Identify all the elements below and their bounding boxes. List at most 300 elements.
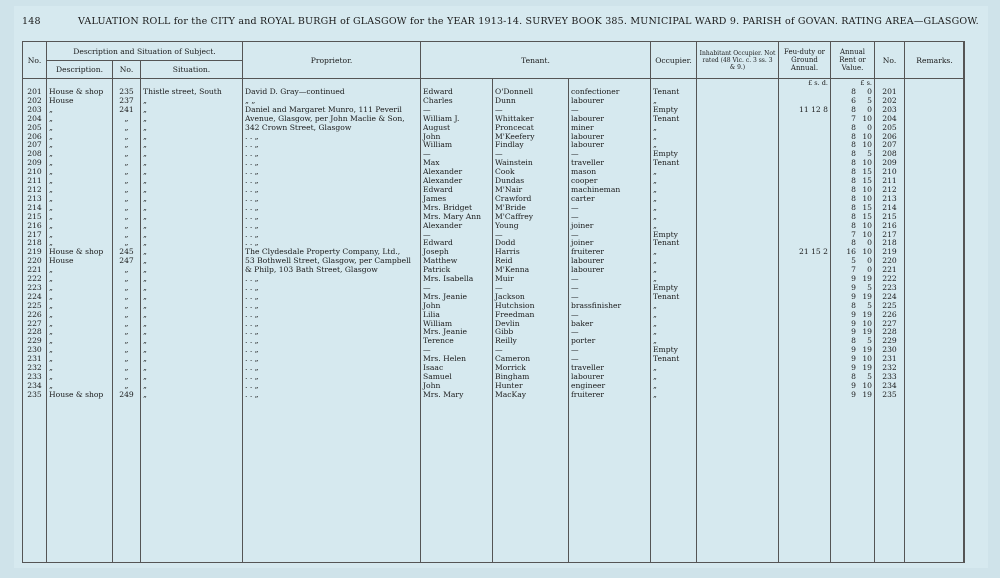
- row-situation: „: [141, 168, 243, 177]
- row-annual-value: [831, 97, 875, 106]
- row-feu-duty: [779, 382, 831, 391]
- row-proprietor: The Clydesdale Property Company, Ltd.,: [243, 248, 421, 257]
- row-annual-value: [831, 355, 875, 364]
- row-tenant-occupation: labourer: [569, 133, 651, 142]
- row-occupier: „: [651, 177, 697, 186]
- col-feu-duty: Feu-duty or Ground Annual.: [779, 42, 831, 79]
- row-tenant-surname: Young: [493, 222, 569, 231]
- row-annual-shillings: 10: [862, 185, 872, 194]
- row-no: 229: [23, 337, 47, 346]
- row-feu-duty: [779, 266, 831, 275]
- row-tenant-surname: Harris: [493, 248, 569, 257]
- row-proprietor: . . „: [243, 177, 421, 186]
- row-annual-value: [831, 115, 875, 124]
- row-description: „: [47, 124, 113, 133]
- row-sub-no: „: [113, 382, 141, 391]
- row-feu-duty: [779, 159, 831, 168]
- col-proprietor: Proprietor.: [243, 42, 421, 79]
- row-inhabitant: [697, 133, 779, 142]
- row-no-right: 216: [875, 222, 905, 231]
- row-remarks: [905, 88, 965, 97]
- row-no: 235: [23, 391, 47, 400]
- row-annual-value: [831, 106, 875, 115]
- row-tenant-occupation: engineer: [569, 382, 651, 391]
- row-annual-value: [831, 320, 875, 329]
- row-situation: „: [141, 177, 243, 186]
- row-tenant-occupation: —: [569, 106, 651, 115]
- row-situation: „: [141, 320, 243, 329]
- row-annual-pounds: 8: [851, 105, 856, 114]
- row-proprietor: David D. Gray—continued: [243, 88, 421, 97]
- table-row: [23, 204, 965, 213]
- row-annual-shillings: 10: [862, 381, 872, 390]
- row-annual-value: [831, 150, 875, 159]
- row-occupier: „: [651, 133, 697, 142]
- row-situation: „: [141, 97, 243, 106]
- row-occupier: „: [651, 311, 697, 320]
- row-feu-duty: [779, 124, 831, 133]
- row-remarks: [905, 320, 965, 329]
- row-feu-duty: [779, 257, 831, 266]
- row-remarks: [905, 133, 965, 142]
- row-occupier: „: [651, 337, 697, 346]
- row-description: House & shop: [47, 248, 113, 257]
- row-remarks: [905, 106, 965, 115]
- row-annual-value: [831, 391, 875, 400]
- row-feu-duty: [779, 168, 831, 177]
- row-feu-duty: [779, 213, 831, 222]
- row-tenant-first: Alexander: [421, 177, 493, 186]
- row-tenant-occupation: —: [569, 293, 651, 302]
- row-annual-value: [831, 373, 875, 382]
- row-no: 213: [23, 195, 47, 204]
- row-tenant-first: —: [421, 150, 493, 159]
- row-situation: „: [141, 328, 243, 337]
- col-no: No.: [23, 42, 47, 79]
- col-inhabitant: Inhabitant Occupier. Not rated (48 Vic. c. 3 ss. 3 & 9.): [697, 42, 779, 79]
- row-annual-shillings: 15: [862, 203, 872, 212]
- row-annual-value: [831, 239, 875, 248]
- row-annual-shillings: 19: [862, 275, 872, 284]
- row-inhabitant: [697, 239, 779, 248]
- row-description: „: [47, 266, 113, 275]
- row-annual-value: [831, 186, 875, 195]
- table-row: [23, 275, 965, 284]
- row-tenant-surname: Gibb: [493, 328, 569, 337]
- row-tenant-surname: M'Nair: [493, 186, 569, 195]
- row-no: 210: [23, 168, 47, 177]
- row-no: 225: [23, 302, 47, 311]
- row-feu-duty: [779, 222, 831, 231]
- row-sub-no: „: [113, 195, 141, 204]
- row-annual-pounds: 9: [851, 328, 856, 337]
- row-no: 219: [23, 248, 47, 257]
- row-annual-pounds: 9: [851, 319, 856, 328]
- row-situation: „: [141, 186, 243, 195]
- row-annual-shillings: 10: [862, 248, 872, 257]
- row-no: 202: [23, 97, 47, 106]
- row-inhabitant: [697, 231, 779, 240]
- col-situation: Situation.: [141, 61, 243, 79]
- row-annual-shillings: 19: [862, 346, 872, 355]
- row-annual-pounds: 9: [851, 292, 856, 301]
- row-tenant-surname: Dunn: [493, 97, 569, 106]
- col-description: Description.: [47, 61, 113, 79]
- row-annual-value: [831, 213, 875, 222]
- row-no: 230: [23, 346, 47, 355]
- row-no-right: 224: [875, 293, 905, 302]
- row-tenant-occupation: cooper: [569, 177, 651, 186]
- row-annual-shillings: 5: [867, 283, 872, 292]
- row-sub-no: 241: [113, 106, 141, 115]
- row-proprietor: . . „: [243, 302, 421, 311]
- row-tenant-first: Mrs. Isabella: [421, 275, 493, 284]
- row-annual-shillings: 10: [862, 194, 872, 203]
- row-occupier: Empty: [651, 346, 697, 355]
- row-tenant-occupation: labourer: [569, 141, 651, 150]
- row-situation: „: [141, 106, 243, 115]
- row-tenant-first: Matthew: [421, 257, 493, 266]
- row-remarks: [905, 222, 965, 231]
- row-annual-pounds: 8: [851, 373, 856, 381]
- row-tenant-surname: Cameron: [493, 355, 569, 364]
- row-proprietor: . . „: [243, 275, 421, 284]
- table-row: [23, 382, 965, 391]
- row-proprietor: Avenue, Glasgow, per John Maclie & Son,: [243, 115, 421, 124]
- row-inhabitant: [697, 213, 779, 222]
- row-tenant-first: John: [421, 133, 493, 142]
- row-proprietor: 342 Crown Street, Glasgow: [243, 124, 421, 133]
- table-row: [23, 248, 965, 257]
- row-annual-value: [831, 275, 875, 284]
- table-row: [23, 88, 965, 97]
- row-inhabitant: [697, 186, 779, 195]
- row-tenant-first: Edward: [421, 88, 493, 97]
- row-remarks: [905, 204, 965, 213]
- row-tenant-surname: Freedman: [493, 311, 569, 320]
- row-annual-shillings: 10: [862, 355, 872, 364]
- row-no-right: 225: [875, 302, 905, 311]
- row-annual-value: [831, 346, 875, 355]
- row-description: „: [47, 355, 113, 364]
- row-annual-value: [831, 204, 875, 213]
- row-description: House: [47, 257, 113, 266]
- row-sub-no: „: [113, 293, 141, 302]
- row-tenant-first: —: [421, 346, 493, 355]
- row-tenant-surname: Wainstein: [493, 159, 569, 168]
- row-tenant-surname: Dundas: [493, 177, 569, 186]
- row-annual-shillings: 15: [862, 177, 872, 186]
- table-row: [23, 355, 965, 364]
- row-no-right: 206: [875, 133, 905, 142]
- row-no-right: 212: [875, 186, 905, 195]
- row-annual-shillings: 10: [862, 230, 872, 239]
- row-sub-no: „: [113, 328, 141, 337]
- row-no-right: 232: [875, 364, 905, 373]
- row-description: House & shop: [47, 391, 113, 400]
- row-sub-no: „: [113, 168, 141, 177]
- col-tenant: Tenant.: [421, 42, 651, 79]
- row-annual-shillings: 19: [862, 390, 872, 399]
- row-sub-no: „: [113, 337, 141, 346]
- row-remarks: [905, 328, 965, 337]
- row-occupier: „: [651, 168, 697, 177]
- row-tenant-surname: —: [493, 106, 569, 115]
- row-no-right: 209: [875, 159, 905, 168]
- row-tenant-surname: Dodd: [493, 239, 569, 248]
- row-proprietor: . . „: [243, 364, 421, 373]
- table-row: [23, 257, 965, 266]
- row-description: „: [47, 231, 113, 240]
- table-row: [23, 346, 965, 355]
- row-tenant-occupation: confectioner: [569, 88, 651, 97]
- row-tenant-occupation: —: [569, 355, 651, 364]
- row-remarks: [905, 248, 965, 257]
- row-tenant-surname: M'Bride: [493, 204, 569, 213]
- row-inhabitant: [697, 275, 779, 284]
- row-no-right: 201: [875, 88, 905, 97]
- row-situation: „: [141, 346, 243, 355]
- row-tenant-surname: O'Donnell: [493, 88, 569, 97]
- table-row: [23, 302, 965, 311]
- row-proprietor: . . „: [243, 159, 421, 168]
- row-situation: „: [141, 382, 243, 391]
- row-description: House & shop: [47, 88, 113, 97]
- row-inhabitant: [697, 204, 779, 213]
- row-situation: „: [141, 302, 243, 311]
- row-annual-pounds: 9: [851, 310, 856, 319]
- table-filler: [23, 400, 965, 563]
- row-tenant-first: William: [421, 320, 493, 329]
- row-no-right: 235: [875, 391, 905, 400]
- row-occupier: „: [651, 382, 697, 391]
- row-no-right: 230: [875, 346, 905, 355]
- row-sub-no: „: [113, 213, 141, 222]
- table-row: [23, 266, 965, 275]
- row-proprietor: . . „: [243, 239, 421, 248]
- row-no: 221: [23, 266, 47, 275]
- row-no: 218: [23, 239, 47, 248]
- row-annual-value: [831, 195, 875, 204]
- row-situation: „: [141, 213, 243, 222]
- row-no-right: 208: [875, 150, 905, 159]
- row-no: 220: [23, 257, 47, 266]
- row-tenant-surname: M'Kenna: [493, 266, 569, 275]
- row-occupier: Tenant: [651, 159, 697, 168]
- row-feu-duty: [779, 231, 831, 240]
- row-tenant-surname: Hunter: [493, 382, 569, 391]
- row-no: 217: [23, 231, 47, 240]
- row-proprietor: . . „: [243, 337, 421, 346]
- row-no-right: 211: [875, 177, 905, 186]
- row-annual-shillings: 10: [862, 319, 872, 328]
- row-feu-duty: 21 15 2: [779, 248, 831, 257]
- row-inhabitant: [697, 293, 779, 302]
- row-feu-duty: [779, 141, 831, 150]
- row-situation: „: [141, 257, 243, 266]
- row-occupier: Empty: [651, 231, 697, 240]
- row-feu-duty: [779, 195, 831, 204]
- row-occupier: „: [651, 186, 697, 195]
- row-sub-no: „: [113, 239, 141, 248]
- row-description: „: [47, 320, 113, 329]
- table-row: [23, 133, 965, 142]
- row-proprietor: . . „: [243, 195, 421, 204]
- row-feu-duty: [779, 150, 831, 159]
- row-description: „: [47, 337, 113, 346]
- row-sub-no: 247: [113, 257, 141, 266]
- row-annual-shillings: 0: [867, 257, 872, 266]
- col-sub-no: No.: [113, 61, 141, 79]
- row-annual-value: [831, 222, 875, 231]
- row-no-right: 220: [875, 257, 905, 266]
- row-occupier: „: [651, 275, 697, 284]
- col-annual-value: Annual Rent or Value.: [831, 42, 875, 79]
- row-situation: „: [141, 133, 243, 142]
- row-no: 223: [23, 284, 47, 293]
- row-occupier: „: [651, 328, 697, 337]
- row-tenant-surname: Findlay: [493, 141, 569, 150]
- row-inhabitant: [697, 88, 779, 97]
- row-sub-no: „: [113, 231, 141, 240]
- row-description: „: [47, 133, 113, 142]
- row-annual-shillings: 5: [867, 96, 872, 105]
- row-tenant-first: James: [421, 195, 493, 204]
- row-tenant-surname: —: [493, 231, 569, 240]
- row-annual-pounds: 8: [851, 212, 856, 221]
- row-description: „: [47, 141, 113, 150]
- table-row: [23, 239, 965, 248]
- row-tenant-occupation: fruiterer: [569, 248, 651, 257]
- row-tenant-surname: Whittaker: [493, 115, 569, 124]
- row-tenant-surname: Muir: [493, 275, 569, 284]
- row-sub-no: „: [113, 320, 141, 329]
- table-row: [23, 124, 965, 133]
- row-no: 208: [23, 150, 47, 159]
- row-annual-pounds: 8: [851, 88, 856, 96]
- row-tenant-occupation: joiner: [569, 239, 651, 248]
- row-occupier: „: [651, 97, 697, 106]
- table-row: [23, 373, 965, 382]
- row-no-right: 219: [875, 248, 905, 257]
- row-tenant-occupation: —: [569, 284, 651, 293]
- row-inhabitant: [697, 382, 779, 391]
- row-feu-duty: [779, 391, 831, 400]
- row-annual-pounds: 6: [851, 96, 856, 105]
- row-inhabitant: [697, 159, 779, 168]
- row-tenant-first: Mrs. Mary Ann: [421, 213, 493, 222]
- row-tenant-first: —: [421, 284, 493, 293]
- row-proprietor: Daniel and Margaret Munro, 111 Peveril: [243, 106, 421, 115]
- row-tenant-occupation: labourer: [569, 266, 651, 275]
- row-description: „: [47, 177, 113, 186]
- row-remarks: [905, 213, 965, 222]
- row-annual-pounds: 8: [851, 203, 856, 212]
- page-number: 148: [22, 16, 41, 27]
- row-no-right: 205: [875, 124, 905, 133]
- row-no: 209: [23, 159, 47, 168]
- row-annual-value: [831, 88, 875, 97]
- row-inhabitant: [697, 177, 779, 186]
- row-tenant-occupation: —: [569, 204, 651, 213]
- row-situation: „: [141, 141, 243, 150]
- row-annual-pounds: 9: [851, 364, 856, 373]
- row-annual-shillings: 15: [862, 168, 872, 177]
- row-inhabitant: [697, 302, 779, 311]
- row-sub-no: 245: [113, 248, 141, 257]
- row-feu-duty: [779, 373, 831, 382]
- row-annual-shillings: 10: [862, 132, 872, 141]
- valuation-table: [22, 41, 965, 563]
- row-occupier: Empty: [651, 106, 697, 115]
- row-no-right: 226: [875, 311, 905, 320]
- row-occupier: Tenant: [651, 239, 697, 248]
- row-remarks: [905, 275, 965, 284]
- row-no-right: 217: [875, 231, 905, 240]
- row-feu-duty: [779, 186, 831, 195]
- row-annual-value: [831, 177, 875, 186]
- row-inhabitant: [697, 337, 779, 346]
- row-inhabitant: [697, 266, 779, 275]
- row-occupier: „: [651, 248, 697, 257]
- row-feu-duty: [779, 302, 831, 311]
- row-sub-no: 235: [113, 88, 141, 97]
- row-sub-no: „: [113, 159, 141, 168]
- row-description: „: [47, 302, 113, 311]
- row-occupier: „: [651, 257, 697, 266]
- row-proprietor: . . „: [243, 284, 421, 293]
- row-tenant-first: John: [421, 382, 493, 391]
- row-description: „: [47, 168, 113, 177]
- row-inhabitant: [697, 168, 779, 177]
- row-tenant-first: Alexander: [421, 222, 493, 231]
- row-no: 216: [23, 222, 47, 231]
- row-occupier: „: [651, 124, 697, 133]
- row-annual-shillings: 10: [862, 114, 872, 123]
- row-annual-pounds: 8: [851, 194, 856, 203]
- row-inhabitant: [697, 141, 779, 150]
- row-feu-duty: 11 12 8: [779, 106, 831, 115]
- row-no: 212: [23, 186, 47, 195]
- row-tenant-first: —: [421, 106, 493, 115]
- row-inhabitant: [697, 257, 779, 266]
- row-tenant-occupation: fruiterer: [569, 391, 651, 400]
- row-feu-duty: [779, 355, 831, 364]
- row-no: 206: [23, 133, 47, 142]
- row-remarks: [905, 293, 965, 302]
- row-feu-duty: [779, 293, 831, 302]
- row-situation: „: [141, 364, 243, 373]
- row-remarks: [905, 257, 965, 266]
- row-no-right: 214: [875, 204, 905, 213]
- row-inhabitant: [697, 284, 779, 293]
- row-feu-duty: [779, 337, 831, 346]
- row-situation: „: [141, 222, 243, 231]
- row-proprietor: . . „: [243, 231, 421, 240]
- row-tenant-first: Charles: [421, 97, 493, 106]
- row-tenant-occupation: baker: [569, 320, 651, 329]
- table-row: [23, 311, 965, 320]
- row-situation: „: [141, 159, 243, 168]
- row-proprietor: . . „: [243, 213, 421, 222]
- row-no: 222: [23, 275, 47, 284]
- row-tenant-surname: —: [493, 284, 569, 293]
- row-inhabitant: [697, 311, 779, 320]
- row-feu-duty: [779, 133, 831, 142]
- row-tenant-surname: Crawford: [493, 195, 569, 204]
- row-occupier: „: [651, 195, 697, 204]
- row-feu-duty: [779, 284, 831, 293]
